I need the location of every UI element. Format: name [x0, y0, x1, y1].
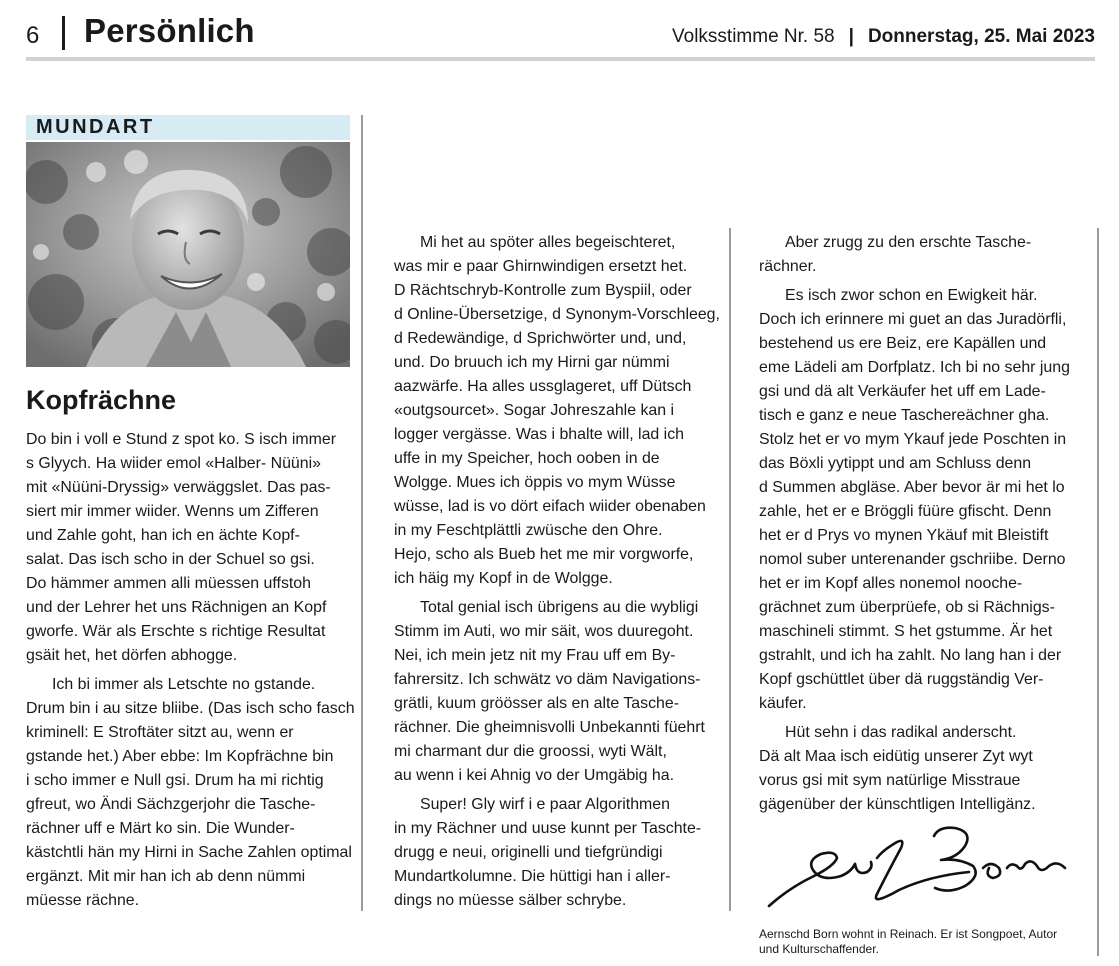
text-line: tisch e ganz e neue Taschereächner gha. — [759, 407, 1050, 424]
paragraph — [759, 231, 1094, 279]
text-line: Nei, ich mein jetz nit my Frau uff em By- — [394, 647, 676, 664]
text-line: mit «Nüüni-Dryssig» verwäggslet. Das pas- — [26, 479, 331, 496]
text-line: kästchtli hän my Hirni in Sache Zahlen optimal — [26, 844, 352, 861]
text-line: het er im Kopf alles nonemol nooche- — [759, 575, 1023, 592]
text-line: mi charmant dur die groossi, wyti Wält, — [394, 743, 667, 760]
text-line: zahle, het er e Bröggli füüre gfischt. Denn — [759, 503, 1052, 520]
text-line: ich häig my Kopf in de Wolgge. — [394, 570, 613, 587]
text-line: rächner. Die gheimnisvolli Unbekannti füehrt — [394, 719, 705, 736]
text-line: Total genial isch übrigens au die wybligi — [420, 599, 699, 616]
section-title: Persönlich — [84, 12, 255, 49]
page-number: 6 — [26, 22, 40, 49]
text-line: das Böxli yytippt und am Schluss denn — [759, 455, 1032, 472]
text-line: eme Lädeli am Dorfplatz. Ich bi no sehr jung — [759, 359, 1070, 376]
text-line: grätli, kuum gröösser als en alte Tasche- — [394, 695, 679, 712]
paragraph — [26, 673, 356, 913]
text-line: Do hämmer ammen alli müessen uffstoh — [26, 575, 311, 592]
text-line: rächner uff e Märt ko sin. Die Wunder- — [26, 820, 295, 837]
author-signature — [759, 818, 1079, 914]
text-line: Ich bi immer als Letschte no gstande. — [52, 676, 316, 693]
text-line: und. Do bruuch ich my Hirni gar nümmi — [394, 354, 670, 371]
text-line: Stimm im Auti, wo mir säit, wos duuregoht. — [394, 623, 694, 640]
text-line: gsi und dä alt Verkäufer het uff em Lade- — [759, 383, 1046, 400]
text-line: nomol suber unterenander gschriibe. Derno — [759, 551, 1066, 568]
article-column-3 — [759, 231, 1094, 817]
text-line: d Redewändige, d Sprichwörter und, und, — [394, 330, 687, 347]
text-line: und der Lehrer het uns Rächnigen an Kopf — [26, 599, 327, 616]
text-line: Aber zrugg zu den erschte Tasche- — [785, 234, 1032, 251]
text-line: Mi het au spöter alles begeischteret, — [420, 234, 676, 251]
text-line: Hejo, scho als Bueb het me mir vorgworfe, — [394, 546, 694, 563]
article-headline: Kopfrächne — [26, 385, 177, 415]
text-line: gsäit het, het dörfen abhogge. — [26, 647, 238, 664]
text-line: was mir e paar Ghirnwindigen ersetzt het. — [394, 258, 688, 275]
text-line: Doch ich erinnere mi guet an das Juradörfli, — [759, 311, 1067, 328]
article-column-1 — [26, 428, 356, 913]
text-line: vorus gsi mit sym natürlige Misstraue — [759, 772, 1021, 789]
text-line: i scho immer e Null gsi. Drum ha mi richtig — [26, 772, 324, 789]
text-line: fahrersitz. Ich schwätz vo däm Navigations- — [394, 671, 701, 688]
text-line: aazwärfe. Ha alles ussglageret, uff Dütsch — [394, 378, 692, 395]
text-line: Dä alt Maa isch eidütig unserer Zyt wyt — [759, 748, 1033, 765]
text-line: «outgsourcet». Sogar Johreszahle kan i — [394, 402, 675, 419]
text-line: gworfe. Wär als Erschte s richtige Resultat — [26, 623, 326, 640]
text-line: müesse rächne. — [26, 892, 140, 909]
text-line: bestehend us ere Beiz, ere Kapällen und — [759, 335, 1047, 352]
text-line: Mundartkolumne. Die hüttigi han i aller- — [394, 868, 671, 885]
text-line: s Glyych. Ha wiider emol «Halber- Nüüni» — [26, 455, 321, 472]
paragraph — [394, 231, 724, 591]
page-header — [26, 10, 1095, 54]
column-kicker — [26, 115, 350, 140]
text-line: siert mir immer wiider. Wenns um Zifferen — [26, 503, 319, 520]
publication-name: Volksstimme Nr. 58 — [672, 26, 835, 47]
header-separator: | — [848, 26, 854, 47]
column-rule — [729, 228, 731, 911]
text-line: Stolz het er vo mym Ykauf jede Poschten in — [759, 431, 1067, 448]
text-line: wüsse, lad is vo dört eifach wiider obenaben — [394, 498, 706, 515]
kicker-label: MUNDART — [36, 116, 155, 138]
bio-line: Aernschd Born wohnt in Reinach. Er ist Songpoet, Autor — [759, 927, 1058, 941]
paragraph — [26, 428, 356, 668]
text-line: d Summen abgläse. Aber bevor är mi het lo — [759, 479, 1065, 496]
author-portrait-photo — [26, 142, 350, 367]
text-line: het er d Prys vo mynen Ykäuf mit Bleistift — [759, 527, 1049, 544]
text-line: und Zahle goht, han ich en ächte Kopf- — [26, 527, 300, 544]
article-column-2 — [394, 231, 724, 913]
text-line: d Online-Übersetzige, d Synonym-Vorschleeg, — [394, 306, 720, 323]
text-line: uffe in my Speicher, hoch ooben in de — [394, 450, 660, 467]
text-line: drugg e neui, originelli und tiefgründigi — [394, 844, 663, 861]
publication-date: Donnerstag, 25. Mai 2023 — [867, 26, 1095, 47]
text-line: in my Rächner und uuse kunnt per Taschte- — [394, 820, 702, 837]
column-rule — [361, 115, 363, 911]
paragraph — [394, 793, 724, 913]
column-rule — [1097, 228, 1099, 956]
author-portrait-icon — [26, 142, 350, 367]
author-bio — [759, 927, 1099, 957]
text-line: in my Feschtplättli zwüsche den Ohre. — [394, 522, 663, 539]
text-line: salat. Das isch scho in der Schuel so gsi. — [26, 551, 315, 568]
text-line: Drum bin i au sitze bliibe. (Das isch scho fasch — [26, 700, 355, 717]
text-line: Hüt sehn i das radikal anderscht. — [785, 724, 1017, 741]
paragraph — [394, 596, 724, 788]
header-rule — [26, 57, 1095, 61]
text-line: ergänzt. Mit mir han ich ab denn nümmi — [26, 868, 306, 885]
text-line: Super! Gly wirf i e paar Algorithmen — [420, 796, 670, 813]
text-line: Kopf gschüttlet über dä ruggständig Ver- — [759, 671, 1044, 688]
text-line: au wenn i kei Ahnig vo der Umgäbig ha. — [394, 767, 675, 784]
publication-info — [672, 26, 1095, 48]
text-line: Do bin i voll e Stund z spot ko. S isch immer — [26, 431, 336, 448]
text-line: gstrahlt, und ich ha zahlt. No lang han i der — [759, 647, 1062, 664]
header-divider — [62, 16, 65, 50]
text-line: gfreut, wo Ändi Sächzgerjohr die Tasche- — [26, 796, 316, 813]
text-line: käufer. — [759, 695, 807, 712]
text-line: dings no müesse sälber schrybe. — [394, 892, 627, 909]
text-line: rächner. — [759, 258, 817, 275]
handwritten-signature-icon — [759, 818, 1079, 914]
text-line: kriminell: E Stroftäter sitzt au, wenn er — [26, 724, 294, 741]
text-line: logger vergässe. Was i bhalte will, lad ich — [394, 426, 684, 443]
text-line: Wolgge. Mues ich öppis vo mym Wüsse — [394, 474, 676, 491]
text-line: gstande het.) Aber ebbe: Im Kopfrächne bin — [26, 748, 334, 765]
bio-line: und Kulturschaffender. — [759, 942, 879, 956]
text-line: D Rächtschryb-Kontrolle zum Byspiil, oder — [394, 282, 692, 299]
text-line: grächnet zum überprüefe, ob si Rächnigs- — [759, 599, 1055, 616]
text-line: gägenüber der künschtligen Intelligänz. — [759, 796, 1036, 813]
paragraph — [759, 284, 1094, 716]
paragraph — [759, 721, 1094, 817]
text-line: Es isch zwor schon en Ewigkeit här. — [785, 287, 1038, 304]
text-line: maschineli stimmt. S het gstumme. Är het — [759, 623, 1053, 640]
